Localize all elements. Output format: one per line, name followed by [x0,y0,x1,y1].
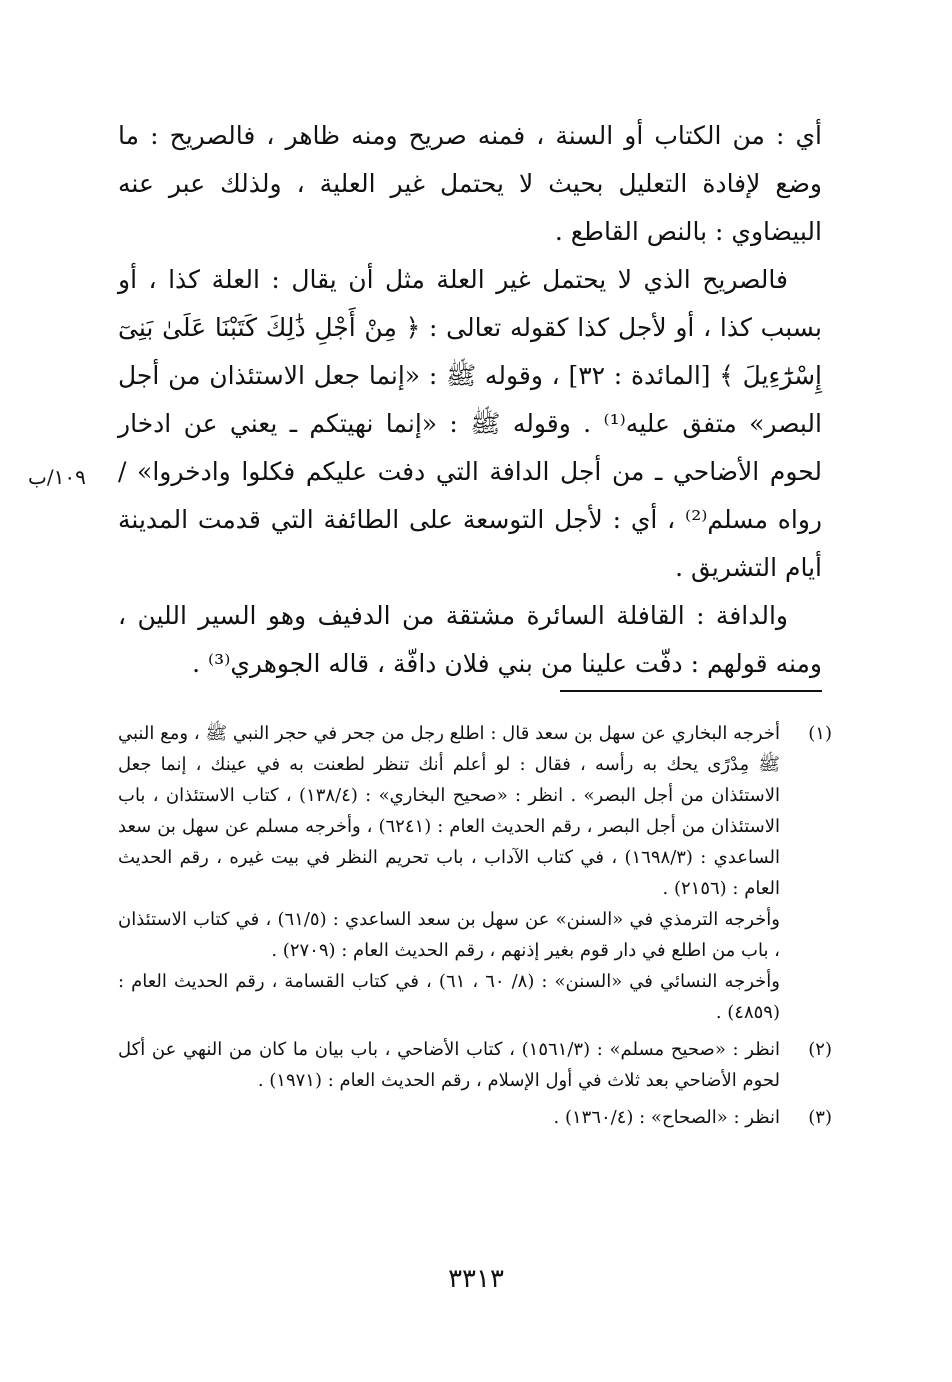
footnote-paragraph: أخرجه البخاري عن سهل بن سعد قال : اطلع رجل من جحر في حجر النبي ﷺ ، ومع النبي ﷺ مِدْرًى يحك به رأسه ، فقال : لو أعلم أنك تنظر لطعنت به في عينك ، إنما جعل الاستئذان من أجل البصر» . انظر : «صحيح البخاري» : (١٣٨/٤) ، كتاب الاستئذان ، باب الاستئذان من أجل البصر ، رقم الحديث العام : (٦٢٤١) ، وأخرجه مسلم عن سهل بن سعد الساعدي : (١٦٩٨/٣) ، في كتاب الآداب ، باب تحريم النظر في بيت غيره ، رقم الحديث العام : (٢١٥٦) . [118,723,780,899]
footnotes [118,718,832,1139]
footnote-body [118,718,780,1028]
main-paragraph-1: أي : من الكتاب أو السنة ، فمنه صريح ومنه ظاهر ، فالصريح : ما وضع لإفادة التعليل بحيث لا يحتمل غير العلية ، ولذلك عبر عنه البيضاوي : بالنص القاطع . [118,121,822,246]
footnote-paragraph: انظر : «الصحاح» : (١٣٦٠/٤) . [553,1107,780,1128]
footnote-number: (١) [808,723,832,744]
manuscript-folio-marker: ١٠٩/ب [28,465,86,489]
page-number: ٣٣١٣ [448,1264,504,1294]
footnote-2 [118,1034,832,1096]
main-paragraph-3: والدافة : القافلة السائرة مشتقة من الدفيف وهو السير اللين ، ومنه قولهم : دفّت علينا من بني فلان دافّة ، قاله الجوهري⁽³⁾ . [118,601,822,678]
footnote-body [118,1034,780,1096]
footnote-number: (٣) [808,1107,832,1128]
footnote-3 [118,1102,832,1133]
footnote-1 [118,718,832,1028]
footnote-number: (٢) [808,1039,832,1060]
main-text [118,112,822,688]
footnote-divider [560,690,822,692]
footnote-paragraph: وأخرجه الترمذي في «السنن» عن سهل بن سعد الساعدي : (٦١/٥) ، في كتاب الاستئذان ، باب من اطلع في دار قوم بغير إذنهم ، رقم الحديث العام : (٢٧٠٩) . [118,909,781,961]
footnote-body [118,1102,780,1133]
footnote-paragraph: وأخرجه النسائي في «السنن» : (٨/ ٦٠ ، ٦١) ، في كتاب القسامة ، رقم الحديث العام : (٤٨٥٩) . [118,971,780,1023]
main-paragraph-2: فالصريح الذي لا يحتمل غير العلة مثل أن يقال : العلة كذا ، أو بسبب كذا ، أو لأجل كذا كقوله تعالى : ﴿ مِنْ أَجْلِ ذَٰلِكَ كَتَبْنَا عَلَىٰ بَنِىٓ إِسْرَٰٓءِيلَ ﴾ [المائدة : ٣٢] ، وقوله ﷺ : «إنما جعل الاستئذان من أجل البصر» متفق عليه⁽¹⁾ . وقوله ﷺ : «إنما نهيتكم ـ يعني عن ادخار لحوم الأضاحي ـ من أجل الدافة التي دفت عليكم فكلوا وادخروا» / رواه مسلم⁽²⁾ ، أي : لأجل التوسعة على الطائفة التي قدمت المدينة أيام التشريق . [118,265,822,582]
footnote-paragraph: انظر : «صحيح مسلم» : (١٥٦١/٣) ، كتاب الأضاحي ، باب بيان ما كان من النهي عن أكل لحوم الأضاحي بعد ثلاث في أول الإسلام ، رقم الحديث العام : (١٩٧١) . [118,1039,780,1091]
